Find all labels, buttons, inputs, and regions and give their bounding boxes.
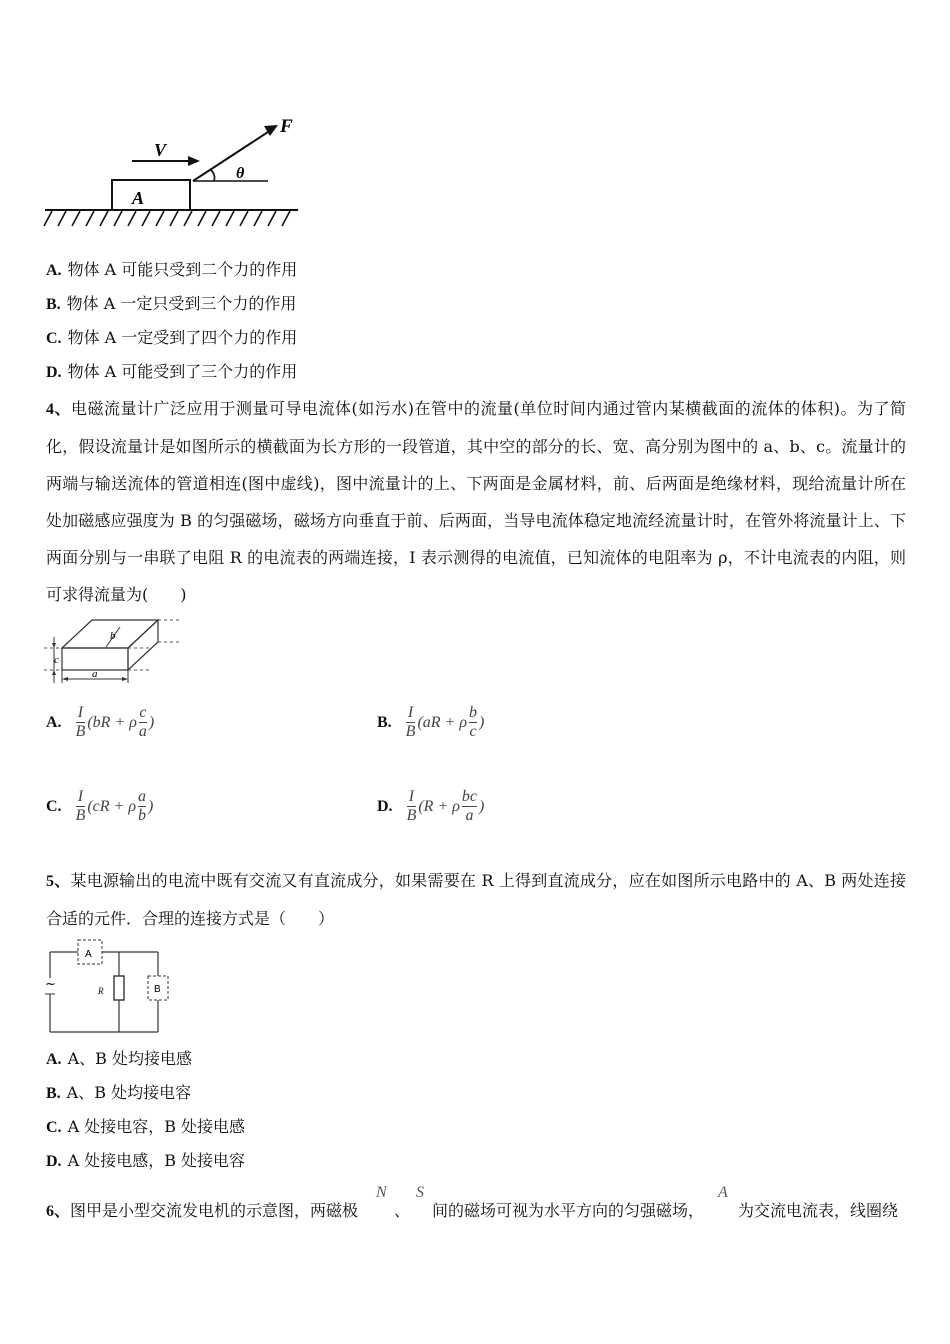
q5-circuit-figure (40, 936, 175, 1036)
q4-option-c: C. $\frac{I}{B}$ (cR + ρ $\frac{a}{b}$ ) (46, 788, 154, 824)
q4-option-b: B. $\frac{I}{B}$ (aR + ρ $\frac{b}{c}$ ) (377, 704, 485, 740)
ammeter-a: A (718, 1184, 728, 1201)
dim-c: c (54, 654, 59, 666)
velocity-label: V (154, 140, 167, 160)
q5-question-text: 5、某电源输出的电流中既有交流又有直流成分，如果需要在 R 上得到直流成分，应在如图所示电路中的 A、B 两处连接合适的元件．合理的连接方式是（ ） (46, 871, 906, 928)
frac-inner: $\frac{b}{c}$ (469, 704, 478, 740)
q4-option-a: A. $\frac{I}{B}$ (bR + ρ $\frac{c}{a}$ ) (46, 704, 155, 740)
frac-i-over-b: $\frac{I}{B}$ (405, 704, 416, 740)
frac-inner: $\frac{bc}{a}$ (461, 788, 478, 824)
box-b-label: B (154, 984, 161, 995)
frac-inner: $\frac{c}{a}$ (138, 704, 147, 740)
dim-a: a (92, 668, 98, 680)
magnet-n: N (376, 1184, 387, 1201)
q3-option-a: A. 物体 A 可能只受到二个力的作用 (46, 260, 298, 279)
block-a (112, 180, 190, 210)
ac-source-symbol: ~ (45, 977, 56, 992)
q5-option-c: C. A 处接电容，B 处接电感 (46, 1117, 246, 1136)
q6-question-text: 6、图甲是小型交流发电机的示意图，两磁极 N 、 S 间的磁场可视为水平方向的匀强磁场， A 为交流电流表，线圈绕 (46, 1184, 899, 1220)
dim-b: b (110, 630, 116, 642)
q3-option-c: C. 物体 A 一定受到了四个力的作用 (46, 328, 298, 347)
frac-inner: $\frac{a}{b}$ (138, 788, 147, 824)
q4-flowmeter-figure (40, 615, 190, 690)
magnet-s: S (416, 1184, 424, 1201)
q5-option-a: A. A、B 处均接电感 (46, 1049, 192, 1068)
q3-block-force-figure (40, 112, 310, 232)
force-label: F (280, 116, 293, 137)
q5-option-b: B. A、B 处均接电容 (46, 1083, 192, 1102)
q5-option-d: D. A 处接电感，B 处接电容 (46, 1151, 246, 1170)
resistor-label: R (98, 986, 104, 996)
frac-i-over-b: $\frac{I}{B}$ (75, 704, 86, 740)
box-a-label: A (85, 949, 92, 960)
q3-option-d: D. 物体 A 可能受到了三个力的作用 (46, 362, 298, 381)
frac-i-over-b: $\frac{I}{B}$ (75, 788, 86, 824)
angle-label: θ (236, 165, 245, 182)
block-label: A (132, 188, 145, 208)
q3-option-b: B. 物体 A 一定只受到三个力的作用 (46, 294, 297, 313)
q4-option-d: D. $\frac{I}{B}$ (R + ρ $\frac{bc}{a}$ ) (377, 788, 485, 824)
frac-i-over-b: $\frac{I}{B}$ (406, 788, 417, 824)
q4-question-text: 4、电磁流量计广泛应用于测量可导电流体(如污水)在管中的流量(单位时间内通过管内某横截面的流体的体积)。为了简化，假设流量计是如图所示的横截面为长方形的一段管道，其中空的部分的长、宽、高分别为图中的 a、b、c。流量计的两端与输送流体的管道相连(图中虚线)，图中流量计的上、下两面是金属材料，前、后两面是绝缘材料，现给流量计所在处加磁感应强度为 B 的匀强磁场，磁场方向垂直于前、后两面，当导电流体稳定地流经流量计时，在管外将流量计上、下两面分别与一串联了电阻 R 的电流表的两端连接，I 表示测得的电流值，已知流体的电阻率为 ρ，不计电流表的内阻，则可求得流量为( ) (46, 399, 906, 604)
